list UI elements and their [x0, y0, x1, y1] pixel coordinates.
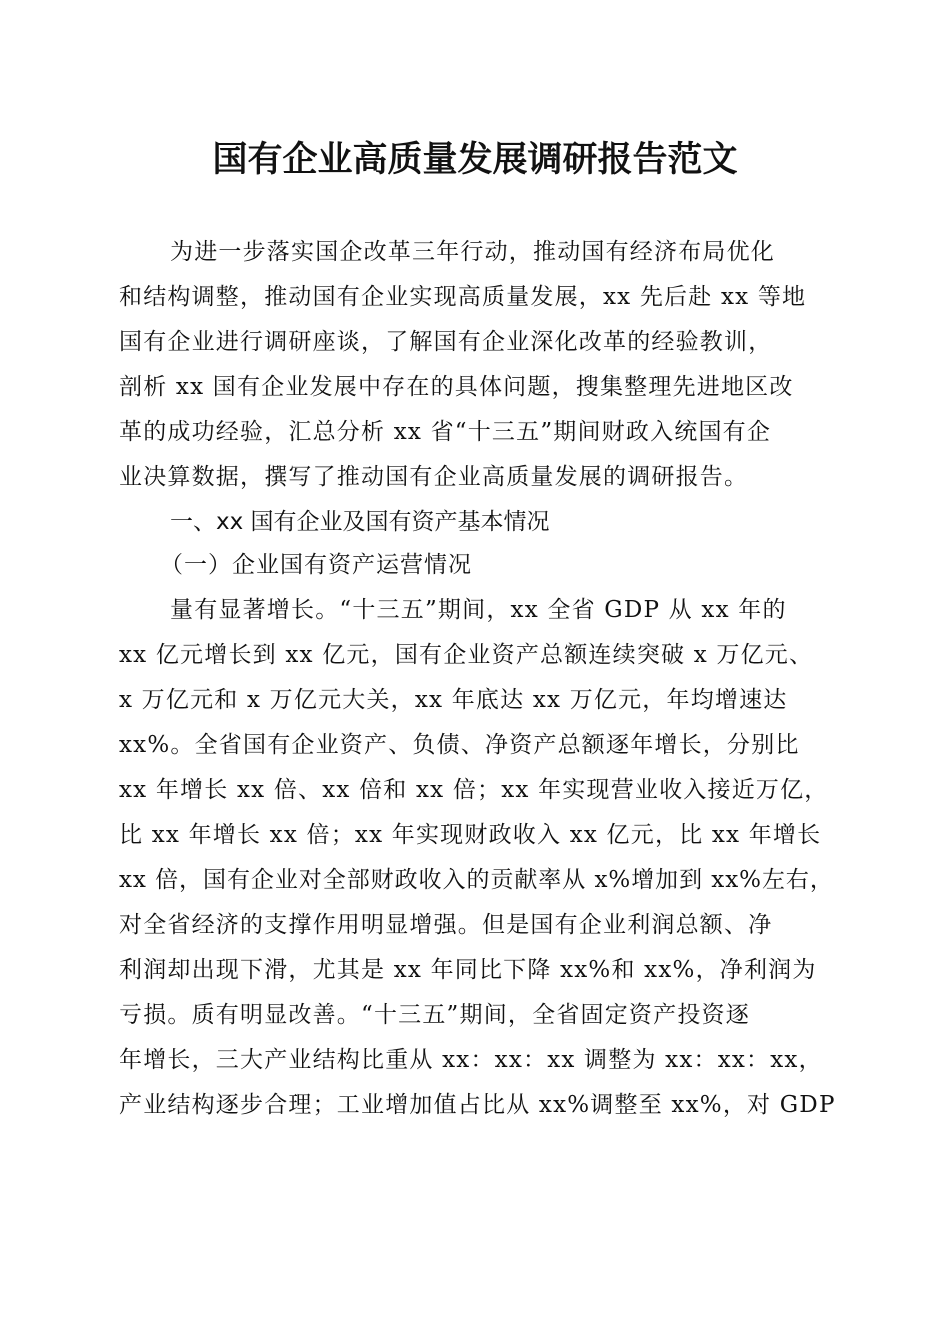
subsection-heading: （一）企业国有资产运营情况 [160, 552, 472, 578]
text-line: 为进一步落实国企改革三年行动，推动国有经济布局优化 [170, 239, 775, 265]
document-title: 国有企业高质量发展调研报告范文 [212, 139, 738, 180]
text-line: xx 亿元增长到 xx 亿元，国有企业资产总额连续突破 x 万亿元、 [119, 642, 814, 668]
text-line: 年增长，三大产业结构比重从 xx：xx：xx 调整为 xx：xx：xx， [119, 1047, 823, 1073]
text-line: 量有显著增长。“十三五”期间，xx 全省 GDP 从 xx 年的 [170, 597, 787, 623]
text-line: 革的成功经验，汇总分析 xx 省“十三五”期间财政入统国有企 [119, 419, 772, 445]
text-line: 利润却出现下滑，尤其是 xx 年同比下降 xx%和 xx%，净利润为 [119, 957, 817, 983]
text-line: 比 xx 年增长 xx 倍；xx 年实现财政收入 xx 亿元，比 xx 年增长 [119, 822, 822, 848]
text-line: 和结构调整，推动国有企业实现高质量发展，xx 先后赴 xx 等地 [119, 284, 807, 310]
section-heading: 一、xx 国有企业及国有资产基本情况 [170, 509, 550, 535]
text-line: xx%。全省国有企业资产、负债、净资产总额逐年增长，分别比 [119, 732, 800, 758]
text-line: 业决算数据，撰写了推动国有企业高质量发展的调研报告。 [119, 464, 749, 490]
text-line: x 万亿元和 x 万亿元大关，xx 年底达 xx 万亿元，年均增速达 [119, 687, 788, 713]
text-line: xx 倍，国有企业对全部财政收入的贡献率从 x%增加到 xx%左右， [119, 867, 834, 893]
text-line: 剖析 xx 国有企业发展中存在的具体问题，搜集整理先进地区改 [119, 374, 794, 400]
text-line: 国有企业进行调研座谈，了解国有企业深化改革的经验教训， [119, 329, 773, 355]
text-line: 对全省经济的支撑作用明显增强。但是国有企业利润总额、净 [119, 912, 773, 938]
text-line: 产业结构逐步合理；工业增加值占比从 xx%调整至 xx%，对 GDP [119, 1092, 836, 1118]
text-line: 亏损。质有明显改善。“十三五”期间，全省固定资产投资逐 [119, 1002, 750, 1028]
text-line: xx 年增长 xx 倍、xx 倍和 xx 倍；xx 年实现营业收入接近万亿， [119, 777, 829, 803]
